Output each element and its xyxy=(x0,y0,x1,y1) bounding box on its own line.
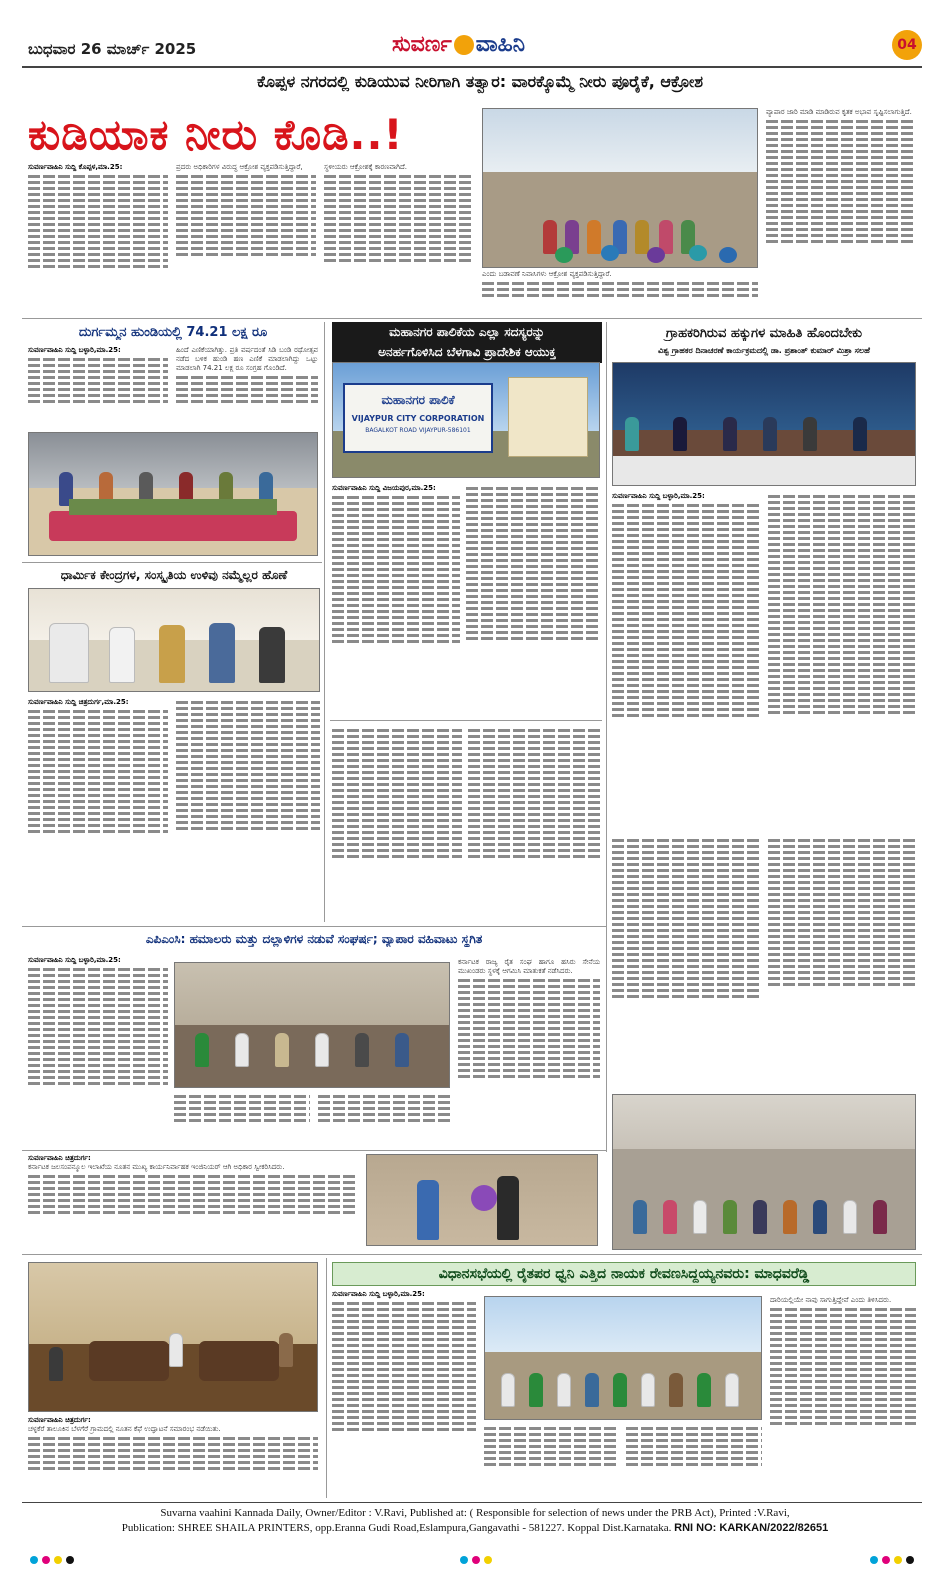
consumer-column-3 xyxy=(612,836,760,1086)
registration-mark-icon xyxy=(894,1556,902,1564)
apmc-column-1 xyxy=(28,956,168,1144)
corporation-column-3 xyxy=(332,726,462,922)
lead-column-2-text: ಪ್ರದರು ಅಧಿಕಾರಿಗಳ ವಿರುದ್ಧ ಆಕ್ರೋಶ ವ್ಯಕ್ತಪಡಿಸುತ್ತಿದ್ದಾರೆ, xyxy=(176,163,303,171)
religious-dateline: ಸುವರ್ಣವಾಹಿನಿ ಸುದ್ದಿ ಚಿತ್ರದುರ್ಗ,ಮಾ.25: xyxy=(28,698,129,706)
brief-dateline: ಸುವರ್ಣವಾಹಿನಿ ಚಿತ್ರದುರ್ಗ: xyxy=(28,1154,91,1162)
religious-column-1 xyxy=(28,698,168,893)
registration-mark-icon xyxy=(54,1556,62,1564)
lead-dateline: ಸುವರ್ಣವಾಹಿನಿ ಸುದ್ದಿ ಕೊಪ್ಪಳ,ಮಾ.25: xyxy=(28,163,123,171)
temple-hundi-headline: ದುರ್ಗಮ್ಮನ ಹುಂಡಿಯಲ್ಲಿ 74.21 ಲಕ್ಷ ರೂ xyxy=(78,325,268,340)
cafe-dateline: ಸುವರ್ಣವಾಹಿನಿ ಚಿತ್ರದುರ್ಗ: xyxy=(28,1416,91,1424)
temple-hundi-photo xyxy=(28,432,318,556)
rni-number: RNI NO: KARKAN/2022/82651 xyxy=(674,1522,829,1534)
lead-column-right xyxy=(766,108,916,313)
registration-mark-icon xyxy=(66,1556,74,1564)
corporation-column-2 xyxy=(466,484,600,716)
registration-mark-icon xyxy=(30,1556,38,1564)
masthead xyxy=(22,30,922,66)
lead-column-2 xyxy=(176,163,316,313)
assembly-column-3 xyxy=(626,1424,762,1498)
masthead-rule xyxy=(22,66,922,68)
assembly-column-2 xyxy=(484,1424,618,1498)
imprint-line-1: Suvarna vaahini Kannada Daily, Owner/Editor : V.Ravi, Published at: ( Responsible for selection of news under the PRB Act), Printed :V.Ravi, xyxy=(160,1507,790,1519)
corporation-column-1 xyxy=(332,484,460,716)
assembly-right-text: ದಾರಿಯಲ್ಲಿಯೇ ನಾವು ಸಾಗುತ್ತಿದ್ದೇವೆ ಎಂದು ತಿಳಿಸಿದರು. xyxy=(770,1296,892,1304)
divider xyxy=(22,926,606,927)
brief-text: ಕರ್ನಾಟಕ ಜಲಸಂಪನ್ಮೂಲ ಇಲಾಖೆಯ ನೂತನ ಮುಖ್ಯ ಕಾರ್ಯನಿರ್ವಾಹಕ ಇಂಜಿನಿಯರ್ ಆಗಿ ಅಧಿಕಾರ ಸ್ವೀಕರಿಸಿದರು. xyxy=(28,1163,285,1171)
lead-column-1 xyxy=(28,163,168,313)
sign-address: BAGALKOT ROAD VIJAYPUR-586101 xyxy=(365,427,471,434)
religious-event-photo xyxy=(28,588,320,692)
apmc-column-4 xyxy=(458,958,600,1144)
lead-column-3-text: ಸ್ಥಳೀಯರು ಆಕ್ರೋಶಕ್ಕೆ ಕಾರಣವಾಗಿದೆ. xyxy=(324,163,408,171)
lead-strap-headline: ಕೊಪ್ಪಳ ನಗರದಲ್ಲಿ ಕುಡಿಯುವ ನೀರಿಗಾಗಿ ತತ್ವಾರ: ವಾರಕ್ಕೊಮ್ಮೆ ನೀರು ಪೂರೈಕೆ, ಆಕ್ರೋಶ xyxy=(256,72,704,91)
consumer-day-audience-photo xyxy=(612,1094,916,1250)
brief-felicitation-photo xyxy=(366,1154,598,1246)
corporation-headline-1: ಮಹಾನಗರ ಪಾಲಿಕೆಯ ಎಲ್ಲಾ ಸದಸ್ಯರನ್ನು xyxy=(332,322,602,343)
corporation-dateline: ಸುವರ್ಣವಾಹಿನಿ ಸುದ್ದಿ ವಿಜಯಪುರ,ಮಾ.25: xyxy=(332,484,436,492)
logo-part-b: ವಾಹಿನಿ xyxy=(475,32,526,57)
brief-column xyxy=(28,1154,358,1246)
religious-centres-headline: ಧಾರ್ಮಿಕ ಕೇಂದ್ರಗಳ, ಸಂಸ್ಕೃತಿಯ ಉಳಿವು ನಮ್ಮೆಲ್ಲರ ಹೊಣೆ xyxy=(60,568,288,582)
sign-english-name: VIJAYPUR CITY CORPORATION xyxy=(351,414,485,423)
living-room-photo xyxy=(28,1262,318,1412)
divider xyxy=(22,318,922,319)
lead-headline: ಕುಡಿಯಾಕ ನೀರು ಕೊಡಿ..! xyxy=(28,110,404,159)
issue-date: ಬುಧವಾರ 26 ಮಾರ್ಚ್ 2025 xyxy=(28,40,197,58)
registration-mark-icon xyxy=(472,1556,480,1564)
assembly-column-1 xyxy=(332,1290,476,1498)
divider xyxy=(22,562,322,563)
cafe-text: ಚಳ್ಳಕೆರೆ ತಾಲೂಕಿನ ಬೆಳಗೆರೆ ಗ್ರಾಮದಲ್ಲಿ ನೂತನ ಕೆಫೆ ಉದ್ಘಾಟನೆ ಸಮಾರಂಭ ನಡೆಯಿತು. xyxy=(28,1425,221,1433)
apmc-dateline: ಸುವರ್ಣವಾಹಿನಿ ಸುದ್ದಿ ಬಳ್ಳಾರಿ,ಮಾ.25: xyxy=(28,956,121,964)
footer-rule xyxy=(22,1502,922,1503)
registration-mark-icon xyxy=(906,1556,914,1564)
apmc-headline: ಎಪಿಎಂಸಿ: ಹಮಾಲರು ಮತ್ತು ದಲ್ಲಾಳಿಗಳ ನಡುವೆ ಸಂಘರ್ಷ; ವ್ಯಾಪಾರ ವಹಿವಾಟು ಸ್ಥಗಿತ xyxy=(145,932,483,946)
lead-column-3 xyxy=(324,163,472,313)
newspaper-logo xyxy=(392,32,525,62)
consumer-column-4 xyxy=(768,836,916,1086)
consumer-column-1 xyxy=(612,492,760,832)
divider xyxy=(326,1258,327,1498)
temple-dateline: ಸುವರ್ಣವಾಹಿನಿ ಸುದ್ದಿ ಬಳ್ಳಾರಿ,ಮಾ.25: xyxy=(28,346,121,354)
cafe-column xyxy=(28,1416,318,1498)
divider xyxy=(22,1254,922,1255)
lead-right-text: ವ್ಯಾಪಾರ ಜಾರಿ ಮಾಡಿ ಮಾಡಿರುವ ಕೃತಕ ಅಭಾವ ಸೃಷ್ಟಿಸಲಾಗುತ್ತಿದೆ. xyxy=(766,108,912,116)
sign-kannada-name: ಮಹಾನಗರ ಪಾಲಿಕೆ xyxy=(381,393,455,407)
apmc-column-4-text: ಕರ್ನಾಟಕ ರಾಜ್ಯ ರೈತ ಸಂಘ ಹಾಗೂ ಹಸಿರು ಸೇನೆಯ ಮುಖಂಡರು ಸ್ಥಳಕ್ಕೆ ಆಗಮಿಸಿ ಮಾತುಕತೆ ನಡೆಸಿದರು. xyxy=(458,958,600,975)
apmc-meeting-photo xyxy=(174,962,450,1088)
corporation-column-4 xyxy=(468,726,600,922)
divider xyxy=(22,1150,606,1151)
religious-column-2 xyxy=(176,698,320,893)
corporation-signboard xyxy=(343,383,493,453)
apmc-column-3 xyxy=(318,1092,450,1144)
divider xyxy=(330,720,602,721)
divider xyxy=(324,322,325,922)
registration-mark-icon xyxy=(484,1556,492,1564)
lead-photo-water-protest xyxy=(482,108,758,268)
corporation-headline-2: ಅನರ್ಹಗೊಳಿಸಿದ ಬೆಳಗಾವಿ ಪ್ರಾದೇಶಿಕ ಆಯುಕ್ತ xyxy=(332,342,602,363)
consumer-column-2 xyxy=(768,492,916,832)
consumer-dateline: ಸುವರ್ಣವಾಹಿನಿ ಸುದ್ದಿ ಬಳ್ಳಾರಿ,ಮಾ.25: xyxy=(612,492,705,500)
apmc-column-2 xyxy=(174,1092,310,1144)
temple-column-1 xyxy=(28,346,168,428)
registration-mark-icon xyxy=(882,1556,890,1564)
registration-mark-icon xyxy=(870,1556,878,1564)
registration-mark-icon xyxy=(42,1556,50,1564)
consumer-rights-subheadline: ವಿಶ್ವ ಗ್ರಾಹಕರ ದಿನಾಚರಣೆ ಕಾರ್ಯಕ್ರಮದಲ್ಲಿ ಡಾ. ಪ್ರಶಾಂತ್ ಕುಮಾರ್ ಮಿಶ್ರಾ ಸಲಹೆ xyxy=(658,346,870,355)
logo-emblem-icon xyxy=(454,35,474,55)
assembly-headline: ವಿಧಾನಸಭೆಯಲ್ಲಿ ರೈತಪರ ಧ್ವನಿ ಎತ್ತಿದ ನಾಯಕ ರೇವಣಸಿದ್ದಯ್ಯನವರು: ಮಾಧವರೆಡ್ಡಿ xyxy=(332,1262,916,1286)
temple-column-2 xyxy=(176,346,318,428)
consumer-rights-headline: ಗ್ರಾಹಕರಿಗಿರುವ ಹಕ್ಕುಗಳ ಮಾಹಿತಿ ಹೊಂದಬೇಕು xyxy=(665,326,863,341)
lead-photo-caption xyxy=(482,270,758,312)
temple-column-2-text: ಹಿಂದೆ ಎಣಿಕೆಯಾಗಿತ್ತು. ಪ್ರತಿ ವರ್ಷದಂತೆ ಸಿಡಿ ಬಂಡಿ ರಥೋತ್ಸವ ನಡೆದ ಬಳಿಕ ಹುಂಡಿ ಹಣ ಎಣಿಕೆ ಮಾಡಲಾಗಿದ್ದು ಒಟ್ಟು ಮಾಡಲಾಗಿ 74.21 ಲಕ್ಷ ರೂ ಸಂಗ್ರಹ ಗೊಂಡಿದೆ. xyxy=(176,346,318,372)
registration-mark-icon xyxy=(460,1556,468,1564)
imprint-footer xyxy=(40,1506,910,1536)
assembly-dateline: ಸುವರ್ಣವಾಹಿನಿ ಸುದ್ದಿ ಬಳ್ಳಾರಿ,ಮಾ.25: xyxy=(332,1290,425,1298)
divider xyxy=(606,322,607,1152)
page-number-badge: 04 xyxy=(892,30,922,60)
lead-caption-text: ಎಂದು ಬಡಾವಣೆ ನಿವಾಸಿಗಳು ಆಕ್ರೋಶ ವ್ಯಕ್ತಪಡಿಸುತ್ತಿದ್ದಾರೆ. xyxy=(482,270,612,278)
imprint-line-2: Publication: SHREE SHAILA PRINTERS, opp.Eranna Gudi Road,Eslampura,Gangavathi - 581227. Koppal Dist.Karnataka. xyxy=(121,1522,672,1534)
corporation-building-photo xyxy=(332,362,600,478)
consumer-day-stage-photo xyxy=(612,362,916,486)
assembly-group-photo xyxy=(484,1296,762,1420)
assembly-column-4 xyxy=(770,1296,916,1498)
logo-part-a: ಸುವರ್ಣ xyxy=(392,32,452,57)
